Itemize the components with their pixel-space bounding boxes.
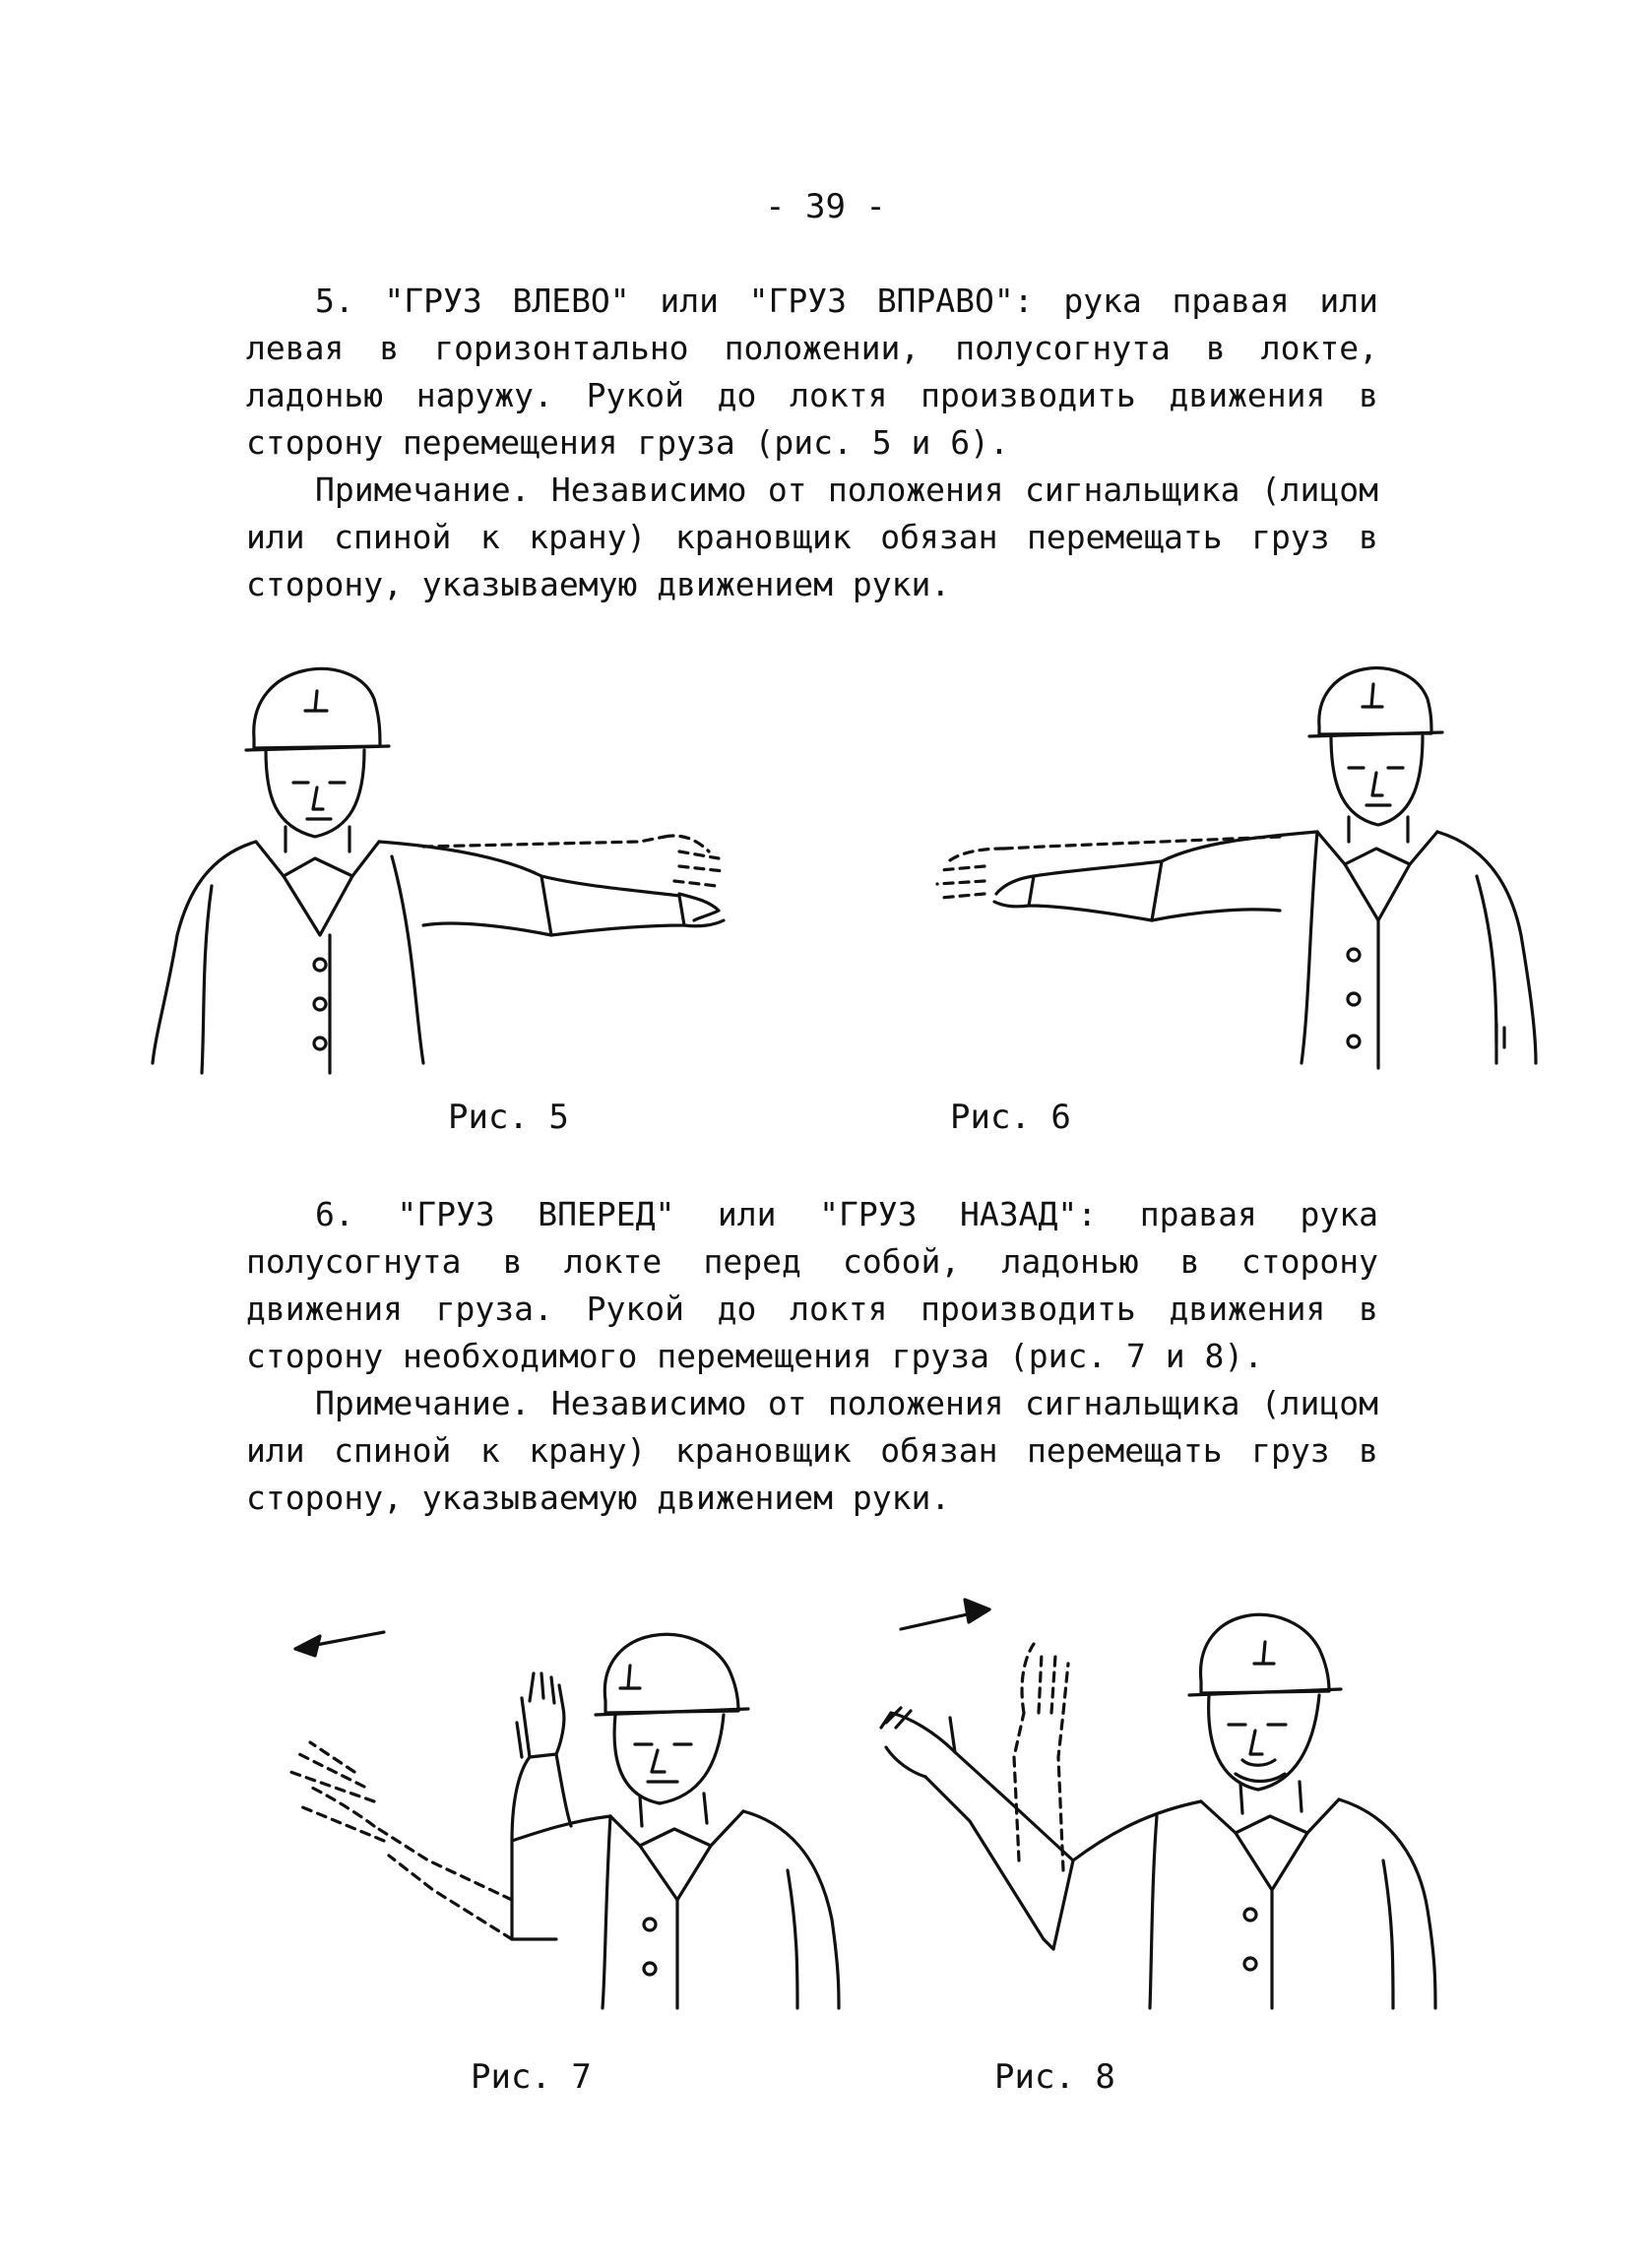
section-6-note: Примечание. Независимо от положения сигнальщика (лицом или спиной к крану) крановщик обязан перемещать груз в сторону, указываемую движением руки. [246, 1384, 1378, 1517]
section-5-text: 5. "ГРУЗ ВЛЕВО" или "ГРУЗ ВПРАВО": рука правая или левая в горизонтально положении, полусогнута в локте, ладонью наружу. Рукой до локтя производить движения в сторону перемещения груза (рис. 5 и 6). [246, 282, 1378, 462]
figure-8-illustration [817, 1565, 1447, 2008]
section-5-note: Примечание. Независимо от положения сигнальщика (лицом или спиной к крану) крановщик обязан перемещать груз в сторону, указываемую движением руки. [246, 471, 1378, 603]
page-number: - 39 - [765, 187, 886, 226]
figure-5-caption: Рис. 5 [448, 1098, 569, 1137]
figure-8-caption: Рис. 8 [994, 2057, 1115, 2097]
figure-5-illustration [128, 640, 837, 1083]
figure-6-caption: Рис. 6 [950, 1098, 1071, 1137]
section-6-text: 6. "ГРУЗ ВПЕРЕД" или "ГРУЗ НАЗАД": правая рука полусогнута в локте перед собой, ладонью в сторону движения груза. Рукой до локтя производить движения в сторону необходимого перемещения груза (рис. 7 и 8). [246, 1195, 1378, 1375]
figure-6-illustration [847, 630, 1556, 1083]
figure-7-illustration [217, 1575, 847, 2008]
figure-7-caption: Рис. 7 [471, 2057, 592, 2097]
